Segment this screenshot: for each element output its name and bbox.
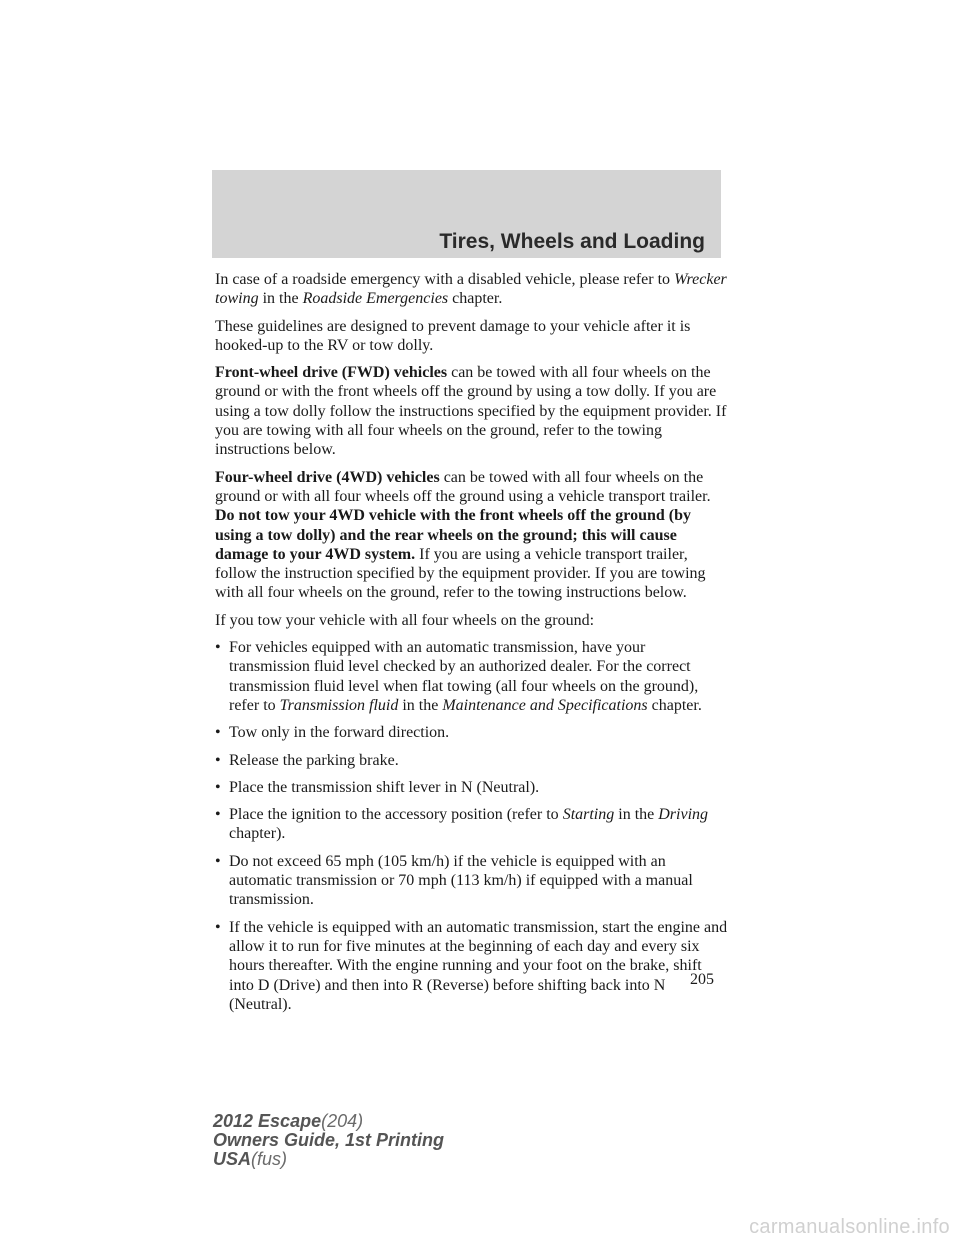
text: Do not exceed 65 mph (105 km/h) if the vehicle is equipped with an automatic transmission or 70 mph (113 km/h) if equipped with a manual transmission. (229, 852, 693, 909)
paragraph-4wd (215, 468, 730, 603)
footer-model-code: (204) (321, 1111, 364, 1131)
xref-maintenance-specifications: Maintenance and Specifications (442, 696, 648, 714)
print-footer (213, 1112, 444, 1169)
footer-market-code: (fus) (251, 1149, 288, 1169)
bullet-icon: • (215, 806, 221, 824)
xref-starting: Starting (562, 806, 615, 824)
text: in the (258, 290, 303, 308)
text: chapter). (229, 825, 286, 843)
xref-driving: Driving (658, 806, 709, 824)
text: Place the ignition to the accessory position (refer to (229, 806, 563, 824)
text: can be towed with all four wheels on the ground or with all four wheels off the ground using a vehicle transport trailer. (215, 468, 711, 505)
4wd-heading: Four-wheel drive (4WD) vehicles (215, 468, 440, 486)
footer-model: 2012 Escape (213, 1111, 322, 1131)
xref-wrecker-towing: Wrecker towing (215, 271, 727, 308)
list-item (215, 778, 730, 797)
page-body (215, 270, 730, 1022)
list-item (215, 751, 730, 770)
text: chapter. (448, 290, 503, 308)
xref-transmission-fluid: Transmission fluid (279, 696, 399, 714)
list-item (215, 638, 730, 715)
bullet-icon: • (215, 639, 221, 657)
towing-instructions-list (215, 638, 730, 1014)
text: chapter. (647, 696, 702, 714)
text: Release the parking brake. (229, 751, 399, 769)
list-item (215, 918, 730, 1014)
paragraph-fwd (215, 363, 730, 459)
paragraph-roadside (215, 270, 730, 309)
list-item (215, 723, 730, 742)
list-item (215, 852, 730, 910)
paragraph-guidelines: These guidelines are designed to prevent damage to your vehicle after it is hooked-up to the RV or tow dolly. (215, 317, 691, 354)
text: in the (398, 696, 443, 714)
text: Place the transmission shift lever in N (Neutral). (229, 778, 540, 796)
bullet-icon: • (215, 778, 221, 796)
bullet-icon: • (215, 724, 221, 742)
list-item (215, 805, 730, 844)
text: If the vehicle is equipped with an automatic transmission, start the engine and allow it to run for five minutes at the beginning of each day and every six hours thereafter. With the engine running and your foot on the brake, shift into D (Drive) and then into R (Reverse) before shifting back into N (Neutral). (229, 918, 728, 1013)
footer-line-model (213, 1112, 444, 1131)
text: In case of a roadside emergency with a disabled vehicle, please refer to (215, 271, 675, 288)
page-number: 205 (690, 971, 714, 988)
footer-line-market (213, 1150, 444, 1169)
4wd-warning: Do not tow your 4WD vehicle with the front wheels off the ground (by using a tow dolly) and the rear wheels on the ground; this will cause damage to your 4WD system. (215, 507, 691, 563)
text: For vehicles equipped with an automatic transmission, have your transmission fluid level checked by an authorized dealer. For the correct transmission fluid level when flat towing (all four wheels on the ground), refer to (229, 639, 699, 714)
chapter-header-band (212, 170, 721, 258)
xref-roadside-emergencies: Roadside Emergencies (302, 290, 449, 308)
bullet-icon: • (215, 918, 221, 936)
chapter-title: Tires, Wheels and Loading (439, 230, 705, 253)
fwd-heading: Front-wheel drive (FWD) vehicles (215, 364, 448, 382)
paragraph-intro-list: If you tow your vehicle with all four wheels on the ground: (215, 611, 595, 629)
footer-market: USA (213, 1149, 252, 1169)
bullet-icon: • (215, 852, 221, 870)
text: If you are using a vehicle transport trailer, follow the instruction specified by the equipment provider. If you are towing with all four wheels on the ground, refer to the towing instructions below. (215, 545, 706, 602)
site-watermark: carmanualsonline.info (749, 1216, 950, 1238)
text: Tow only in the forward direction. (229, 724, 450, 742)
footer-line-edition: Owners Guide, 1st Printing (213, 1130, 445, 1150)
text: in the (614, 806, 659, 824)
text: can be towed with all four wheels on the ground or with the front wheels off the ground by using a tow dolly. If you are using a tow dolly follow the instructions specified by the equipment provider. If you are towing with all four wheels on the ground, refer to the towing instructions below. (215, 364, 727, 459)
bullet-icon: • (215, 751, 221, 769)
